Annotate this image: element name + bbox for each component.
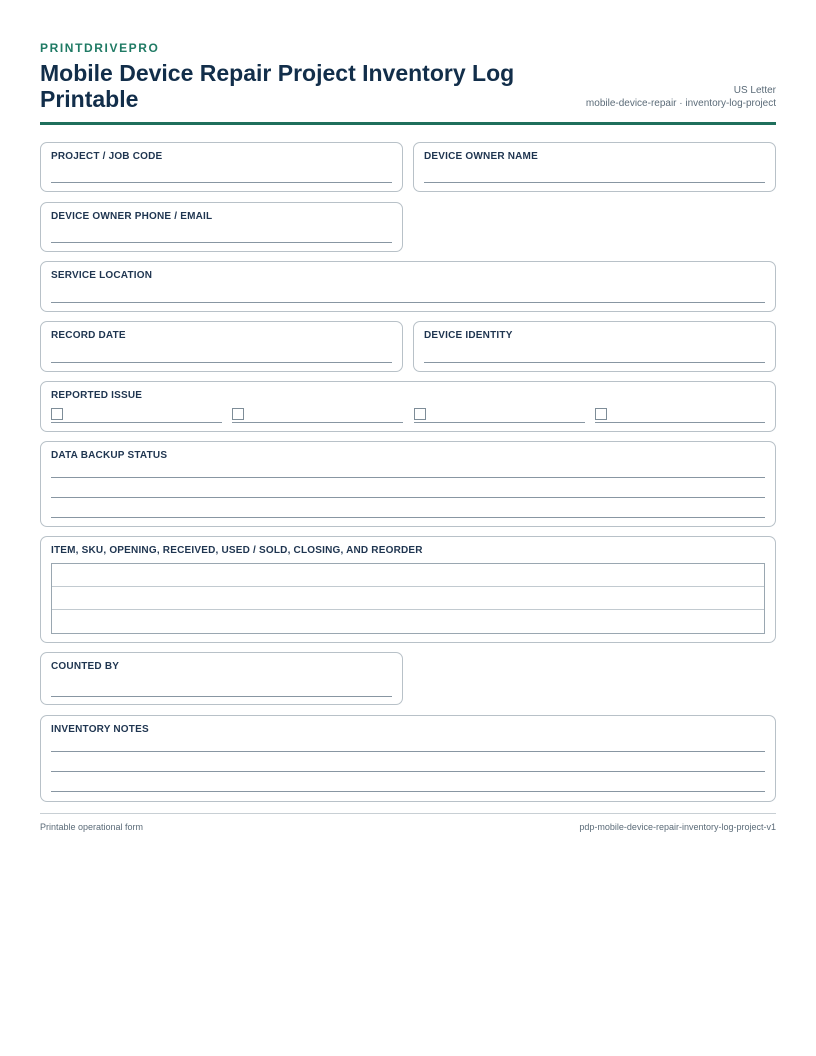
table-row[interactable]: [52, 610, 764, 633]
notes-write-line[interactable]: [51, 791, 765, 792]
backup-write-line[interactable]: [51, 517, 765, 518]
inventory-table-section: [40, 536, 776, 643]
option-write-line[interactable]: [414, 422, 585, 423]
table-row[interactable]: [52, 587, 764, 610]
owner-name-field[interactable]: [413, 142, 776, 192]
option-write-line[interactable]: [595, 422, 765, 423]
document-meta: [586, 84, 776, 110]
notes-write-line[interactable]: [51, 751, 765, 752]
header-rule: [40, 122, 776, 125]
checkbox-icon[interactable]: [414, 408, 426, 420]
owner-name-write-line[interactable]: [424, 182, 765, 183]
option-write-line[interactable]: [232, 422, 403, 423]
owner-contact-label: DEVICE OWNER PHONE / EMAIL: [51, 211, 213, 222]
reported-issue-option[interactable]: [414, 408, 585, 424]
paper-size: US Letter: [733, 85, 776, 96]
device-identity-label: DEVICE IDENTITY: [424, 330, 513, 341]
device-identity-field[interactable]: [413, 321, 776, 372]
counted-by-write-line[interactable]: [51, 696, 392, 697]
service-location-label: SERVICE LOCATION: [51, 270, 153, 281]
counted-by-field[interactable]: [40, 652, 403, 705]
project-code-field[interactable]: [40, 142, 403, 192]
inventory-notes-field[interactable]: [40, 715, 776, 802]
page-title: Mobile Device Repair Project Inventory Log Printable: [40, 60, 515, 112]
record-date-label: RECORD DATE: [51, 330, 126, 341]
service-location-field[interactable]: [40, 261, 776, 312]
inventory-notes-label: INVENTORY NOTES: [51, 724, 149, 735]
record-date-write-line[interactable]: [51, 362, 392, 363]
table-row[interactable]: [52, 564, 764, 587]
data-backup-status-field[interactable]: [40, 441, 776, 527]
reported-issue-option[interactable]: [51, 408, 222, 424]
owner-contact-field[interactable]: [40, 202, 403, 252]
notes-write-line[interactable]: [51, 771, 765, 772]
data-backup-status-label: DATA BACKUP STATUS: [51, 450, 168, 461]
counted-by-label: COUNTED BY: [51, 661, 120, 672]
reported-issue-option[interactable]: [232, 408, 403, 424]
checkbox-icon[interactable]: [595, 408, 607, 420]
project-code-write-line[interactable]: [51, 182, 392, 183]
project-code-label: PROJECT / JOB CODE: [51, 151, 163, 162]
backup-write-line[interactable]: [51, 477, 765, 478]
checkbox-icon[interactable]: [51, 408, 63, 420]
footer-left-text: Printable operational form: [40, 822, 144, 832]
device-identity-write-line[interactable]: [424, 362, 765, 363]
backup-write-line[interactable]: [51, 497, 765, 498]
record-date-field[interactable]: [40, 321, 403, 372]
footer-document-id: pdp-mobile-device-repair-inventory-log-project-v1: [579, 822, 776, 832]
reported-issue-field: [40, 381, 776, 432]
owner-name-label: DEVICE OWNER NAME: [424, 151, 538, 162]
reported-issue-option[interactable]: [595, 408, 765, 424]
footer-rule: [40, 813, 776, 814]
checkbox-icon[interactable]: [232, 408, 244, 420]
option-write-line[interactable]: [51, 422, 222, 423]
document-tags: mobile-device-repair · inventory-log-project: [585, 98, 776, 109]
inventory-table: [51, 563, 765, 634]
reported-issue-label: REPORTED ISSUE: [51, 390, 143, 401]
brand-name: PRINTDRIVEPRO: [40, 41, 160, 55]
service-location-write-line[interactable]: [51, 302, 765, 303]
inventory-table-label: ITEM, SKU, OPENING, RECEIVED, USED / SOLD, CLOSING, AND REORDER: [51, 545, 423, 556]
owner-contact-write-line[interactable]: [51, 242, 392, 243]
